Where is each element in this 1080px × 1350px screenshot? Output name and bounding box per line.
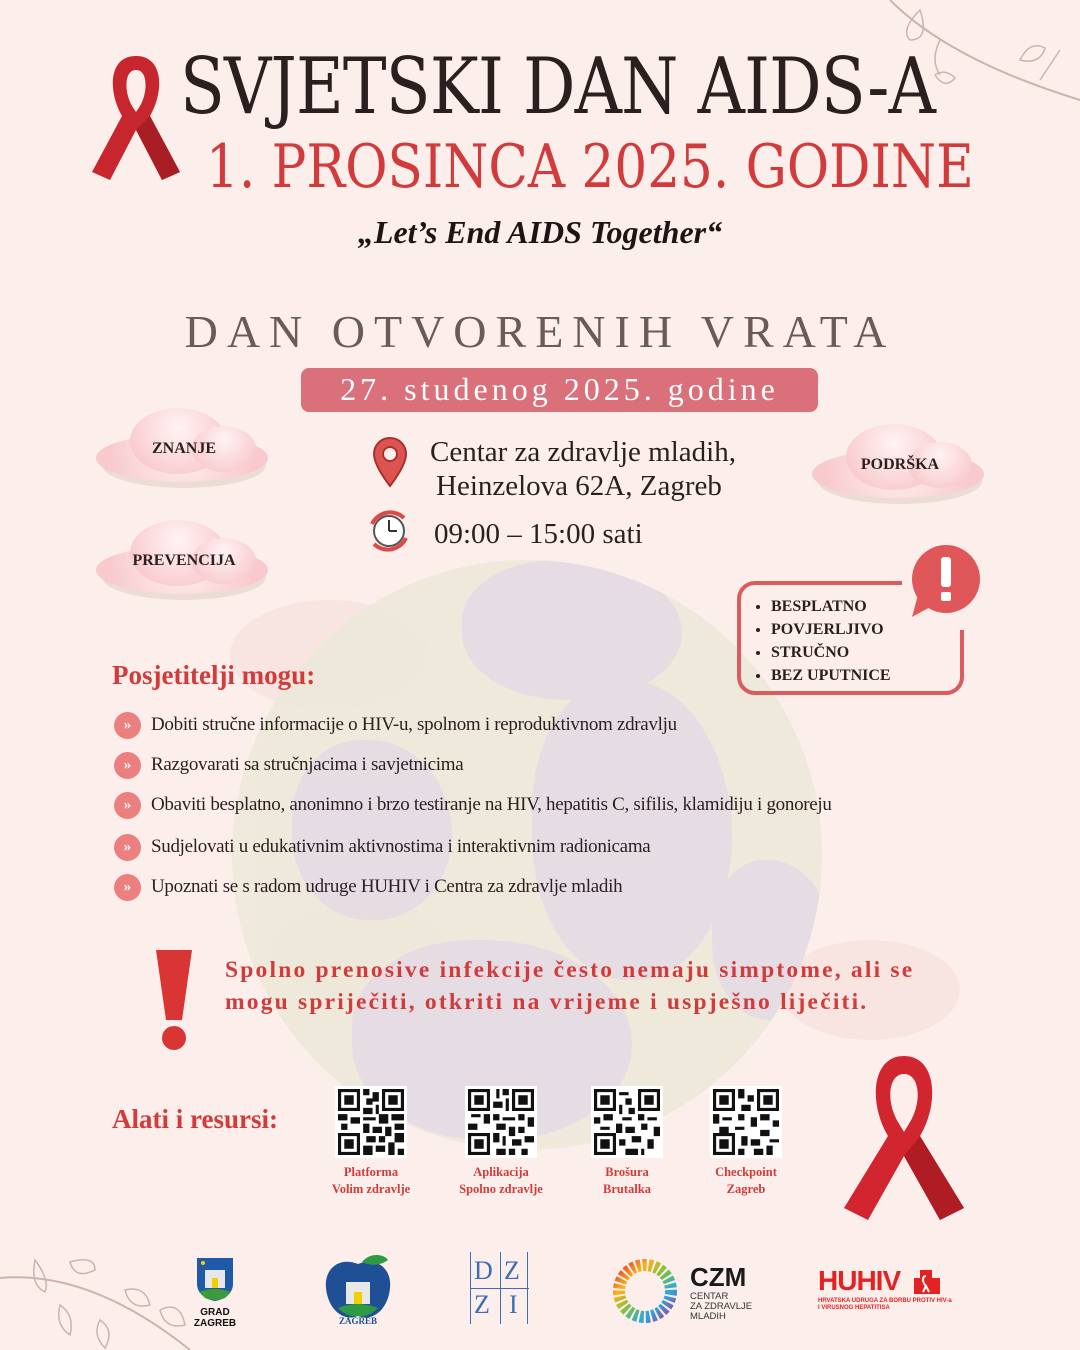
resource-qr-brosura-brutalka[interactable] — [567, 1086, 687, 1198]
czm-full-name: CENTAR ZA ZDRAVLJE MLADIH — [690, 1291, 753, 1322]
opening-hours: 09:00 – 15:00 sati — [434, 518, 643, 550]
open-day-date-badge: 27. studenog 2025. godine — [301, 368, 818, 412]
logo-caption: GRAD ZAGREB — [193, 1307, 237, 1329]
qr-code[interactable] — [591, 1086, 663, 1158]
logo-healthy-city-zagreb — [318, 1250, 398, 1330]
open-day-heading: DAN OTVORENIH VRATA — [184, 306, 896, 357]
qr-code-icon — [713, 1089, 779, 1155]
resource-label: Aplikacija Spolno zdravlje — [459, 1165, 543, 1196]
visitor-activity-item: » Obaviti besplatno, anonimno i brzo testiranje na HIV, hepatitis C, sifilis, klamidiju i gonoreju — [114, 790, 832, 820]
cloud-prevention — [96, 516, 272, 602]
visitor-activity-item: » Upoznati se s radom udruge HUHIV i Centra za zdravlje mladih — [114, 872, 622, 902]
rainbow-wreath-icon — [612, 1258, 678, 1324]
double-chevron-icon: » — [114, 712, 141, 739]
resource-label: Brošura Brutalka — [603, 1165, 651, 1196]
floral-branch-bottom-left — [0, 1250, 200, 1350]
double-chevron-icon: » — [114, 792, 141, 819]
feature-item: • POVJERLJIVO — [771, 618, 960, 641]
cloud-knowledge — [96, 404, 272, 490]
logo-letter: D — [474, 1256, 493, 1285]
visitor-activity-item: » Razgovarati sa stručnjacima i savjetnicima — [114, 750, 463, 780]
cloud-support — [812, 420, 988, 506]
visitor-activity-item: » Dobiti stručne informacije o HIV-u, spolnom i reproduktivnom zdravlju — [114, 710, 677, 740]
feature-item: • BESPLATNO — [771, 595, 960, 618]
qr-code[interactable] — [335, 1086, 407, 1158]
resource-label: Checkpoint Zagreb — [715, 1165, 777, 1196]
page-title: SVJETSKI DAN AIDS-A — [180, 42, 936, 132]
resource-label: Platforma Volim zdravlje — [331, 1165, 411, 1196]
huhiv-abbr: HUHIV — [818, 1265, 901, 1296]
double-chevron-icon: » — [114, 874, 141, 901]
logo-czm — [612, 1258, 762, 1324]
huhiv-ribbon-mark-icon — [914, 1270, 940, 1294]
qr-code-icon — [594, 1089, 660, 1155]
logo-letter: I — [509, 1290, 518, 1319]
visitors-title: Posjetitelji mogu: — [112, 660, 316, 690]
event-main-date: 1. PROSINCA 2025. GODINE — [206, 132, 974, 202]
huhiv-full-name: HRVATSKA UDRUGA ZA BORBU PROTIV HIV-a I VIRUSNOG HEPATITISA — [818, 1298, 952, 1311]
exclamation-bubble-icon — [908, 545, 984, 621]
qr-code-icon — [338, 1089, 404, 1155]
red-ribbon-icon — [88, 52, 184, 184]
cloud-label: ZNANJE — [151, 440, 216, 457]
logo-letter: Z — [504, 1256, 520, 1285]
feature-item: • STRUČNO — [771, 641, 960, 664]
logo-letter: Z — [474, 1290, 490, 1319]
sti-warning-text: Spolno prenosive infekcije često nemaju simptome, ali se mogu spriječiti, otkriti na vrijeme i uspješno liječiti. — [225, 957, 915, 1015]
visitor-activity-item: » Sudjelovati u edukativnim aktivnostima i interaktivnim radionicama — [114, 832, 650, 862]
logo-huhiv — [818, 1266, 958, 1316]
red-ribbon-large-icon — [838, 1052, 970, 1224]
double-chevron-icon: » — [114, 752, 141, 779]
campaign-slogan: „Let’s End AIDS Together“ — [357, 214, 723, 250]
resource-qr-checkpoint-zagreb[interactable] — [686, 1086, 806, 1198]
logo-caption: ZAGREB — [338, 1316, 377, 1326]
qr-code[interactable] — [465, 1086, 537, 1158]
resources-title: Alati i resursi: — [112, 1104, 278, 1134]
qr-code-icon — [468, 1089, 534, 1155]
clock-icon — [366, 508, 412, 554]
logo-grad-zagreb — [190, 1256, 240, 1329]
double-chevron-icon: » — [114, 834, 141, 861]
logo-dzzi — [470, 1252, 528, 1324]
location-pin-icon — [372, 436, 408, 488]
resource-qr-spolno-zdravlje[interactable] — [441, 1086, 561, 1198]
feature-item: • BEZ UPUTNICE — [771, 664, 960, 687]
resource-qr-volim-zdravlje[interactable] — [311, 1086, 431, 1198]
czm-abbr: CZM — [690, 1262, 747, 1292]
cloud-label: PREVENCIJA — [132, 552, 236, 569]
location-line-2: Heinzelova 62A, Zagreb — [436, 470, 722, 502]
qr-code[interactable] — [710, 1086, 782, 1158]
exclamation-icon — [152, 946, 196, 1052]
zagreb-coat-of-arms-icon — [195, 1256, 235, 1302]
location-line-1: Centar za zdravlje mladih, — [430, 436, 736, 468]
cloud-label: PODRŠKA — [860, 456, 940, 473]
